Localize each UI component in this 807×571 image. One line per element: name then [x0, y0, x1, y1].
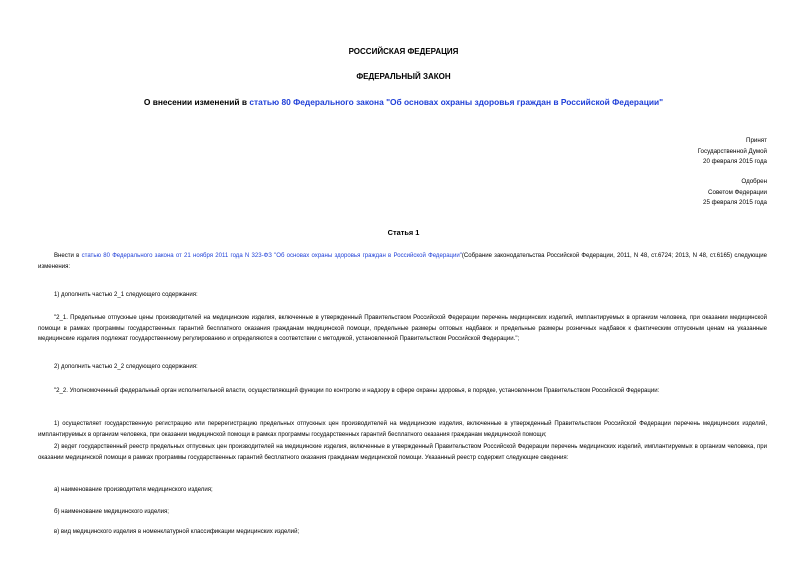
article-intro	[38, 251, 767, 272]
intro-suffix: (Собрание законодательства Российской Федерации, 2011, N 48, ст.6724; 2013, N 48, ст.6165) следующие изменения:	[38, 253, 767, 270]
subitem-c: в) вид медицинского изделия в номенклатурной классификации медицинских изделий;	[54, 529, 300, 535]
item-1: 1) дополнить частью 2_1 следующего содержания:	[54, 292, 198, 298]
subitem-1: 1) осуществляет государственную регистрацию или перерегистрацию предельных отпускных цен производителей на медицинские изделия, включенные в утвержденный Правительством Российской Федерации перечень медицинских изделий, имплантируемых в организм человека, при оказании медицинской помощи в рамках программы государственных гарантий бесплатного оказания гражданам медицинской помощи;	[38, 421, 767, 438]
adopted-date: 20 февраля 2015 года	[703, 158, 767, 165]
approved-by: Советом Федерации	[708, 188, 767, 196]
law-title	[0, 97, 807, 107]
law-title-prefix: О внесении изменений в	[143, 97, 250, 107]
subitem-b: б) наименование медицинского изделия;	[54, 509, 169, 515]
law-title-link[interactable]: статью 80 Федерального закона "Об основах охраны здоровья граждан в Российской Федерации"	[249, 97, 664, 107]
law-type-heading: ФЕДЕРАЛЬНЫЙ ЗАКОН	[356, 72, 451, 81]
approved-label: Одобрен	[741, 178, 767, 185]
subitem-a: а) наименование производителя медицинского изделия;	[54, 487, 213, 493]
intro-link[interactable]: статью 80 Федерального закона от 21 ноября 2011 года N 323-ФЗ "Об основах охраны здоровья граждан в Российской Федерации"	[81, 253, 462, 259]
part-2-2-text: "2_2. Уполномоченный федеральный орган исполнительной власти, осуществляющий функции по контролю и надзору в сфере охраны здоровья, в порядке, установленном Правительством Российской Федерации:	[54, 388, 660, 394]
approved-date: 25 февраля 2015 года	[703, 199, 767, 206]
adoption-block	[547, 136, 767, 168]
intro-prefix: Внести в	[54, 253, 82, 259]
item-2: 2) дополнить частью 2_2 следующего содержания:	[54, 364, 198, 370]
adopted-by: Государственной Думой	[697, 147, 767, 155]
adopted-label: Принят	[746, 137, 767, 144]
country-heading: РОССИЙСКАЯ ФЕДЕРАЦИЯ	[348, 47, 459, 56]
approval-block	[547, 177, 767, 209]
part-2-1-text: "2_1. Предельные отпускные цены производителей на медицинские изделия, включенные в утвержденный Правительством Российской Федерации перечень медицинских изделий, имплантируемых в организм человека, при оказании медицинской помощи в рамках программы государственных гарантий бесплатного оказания гражданам медицинской помощи, предельные размеры оптовых надбавок и предельные размеры розничных надбавок к фактическим отпускным ценам на указанные медицинские изделия подлежат государственному регулированию и определяются в соответствии с методикой, установленной Правительством Российской Федерации.";	[38, 315, 767, 343]
article-heading: Статья 1	[387, 228, 420, 237]
subitem-2: 2) ведет государственный реестр предельных отпускных цен производителей на медицинские изделия, включенные в утвержденный Правительством Российской Федерации перечень медицинских изделий, имплантируемых в организм человека, при оказании медицинской помощи в рамках программы государственных гарантий бесплатного оказания гражданам медицинской помощи. Указанный реестр содержит следующие сведения:	[38, 444, 767, 461]
